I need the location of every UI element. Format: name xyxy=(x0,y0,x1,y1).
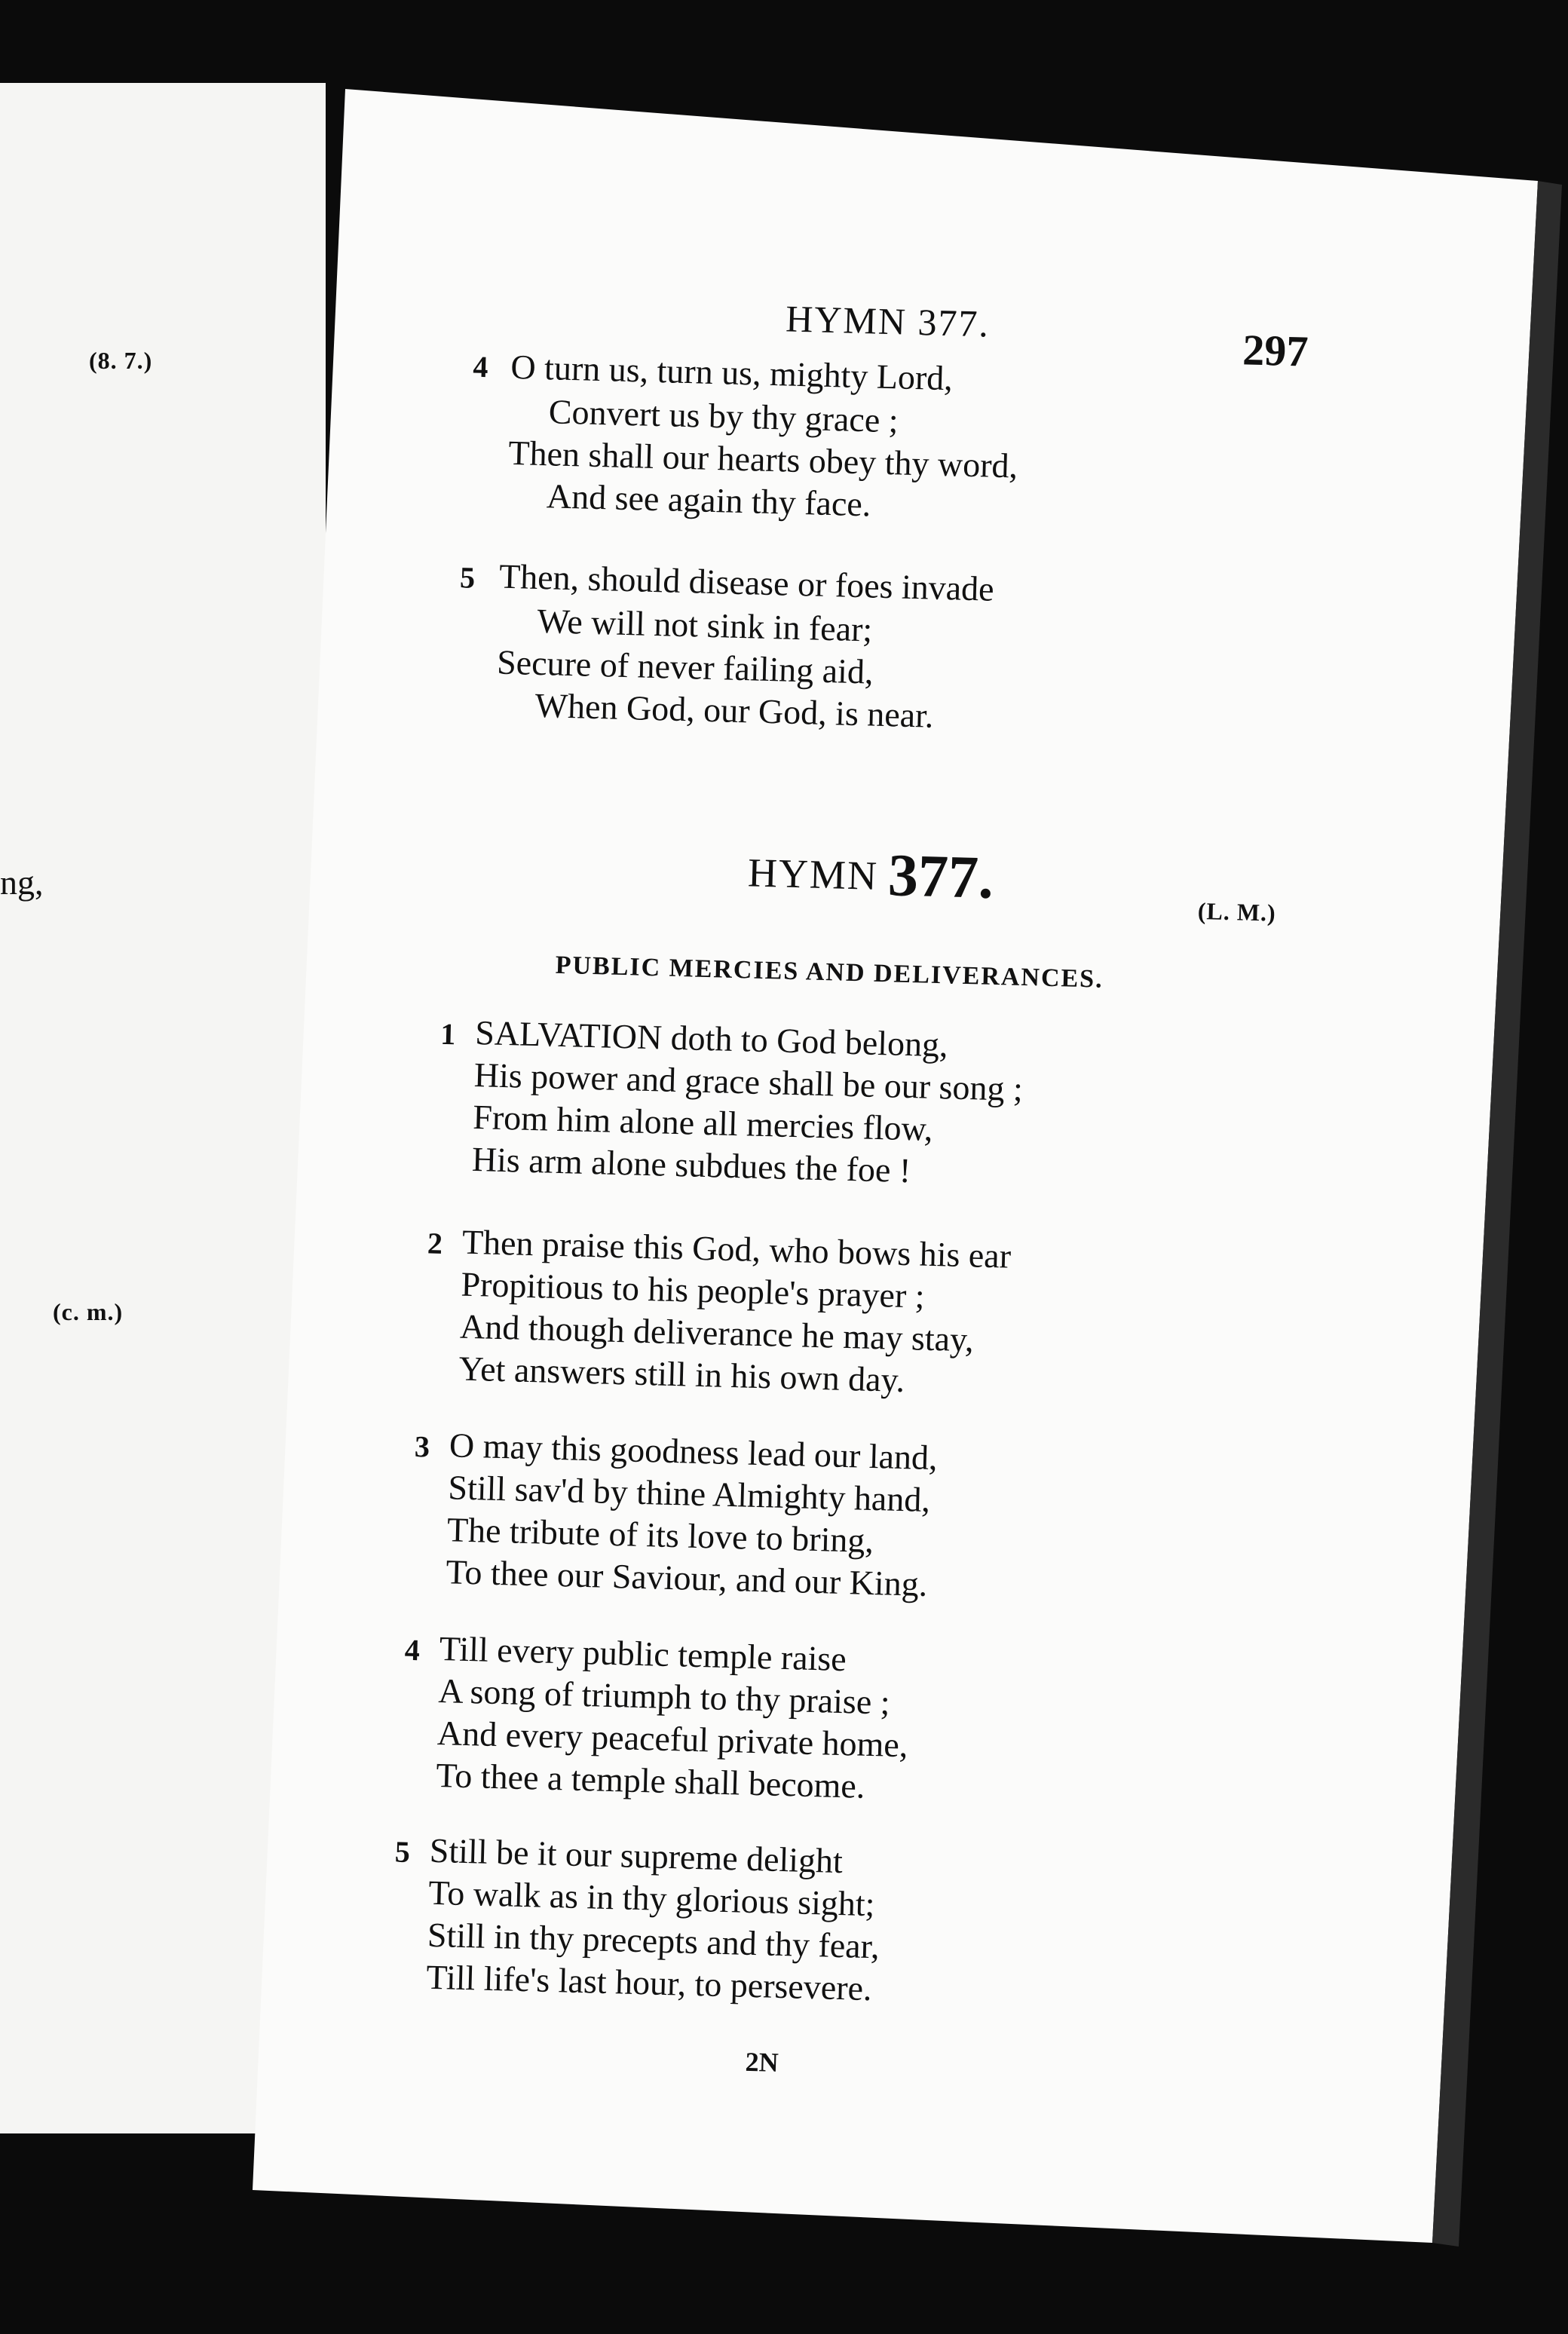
verse-line: And see again thy face. xyxy=(546,476,871,524)
verse-line: The tribute of its love to bring, xyxy=(446,1510,874,1561)
verse-line: To walk as in thy glorious sight; xyxy=(427,1873,876,1924)
verse-number: 5 xyxy=(459,560,476,595)
verse-line: Convert us by thy grace ; xyxy=(548,392,899,440)
verse-line: Till every public temple raise xyxy=(439,1629,847,1679)
verse-line: Then, should disease or foes invade xyxy=(498,556,995,608)
verse-line: Till life's last hour, to persevere. xyxy=(425,1957,873,2008)
verse-line: O turn us, turn us, mighty Lord, xyxy=(510,347,954,398)
verse-line: To thee a temple shall become. xyxy=(435,1755,866,1806)
verse-line: We will not sink in fear; xyxy=(537,601,873,649)
verse-line: Still sav'd by thine Almighty hand, xyxy=(447,1468,931,1519)
verse-line: Then shall our hearts obey thy word, xyxy=(507,433,1018,485)
verse-line: O may this goodness lead our land, xyxy=(449,1426,939,1478)
hymn-title-number: 377. xyxy=(887,842,995,911)
verse-line: His power and grace shall be our song ; xyxy=(473,1055,1024,1109)
verse-line: A song of triumph to thy praise ; xyxy=(437,1671,891,1722)
verse-number: 3 xyxy=(414,1429,430,1464)
verse-line: And though deliverance he may stay, xyxy=(459,1306,975,1359)
verse-line: And every peaceful private home, xyxy=(436,1713,909,1765)
verse-number: 2 xyxy=(427,1226,443,1260)
verse-line: Then praise this God, who bows his ear xyxy=(461,1222,1012,1276)
hymn-title-word: HYMN xyxy=(747,850,879,899)
verse-line: When God, our God, is near. xyxy=(534,685,935,735)
verse-line: Yet answers still in his own day. xyxy=(458,1349,905,1400)
verse-line: Still in thy precepts and thy fear, xyxy=(427,1915,880,1966)
verse-line: Propitious to his people's prayer ; xyxy=(460,1264,926,1316)
verse-number: 5 xyxy=(394,1834,411,1870)
verse-number: 4 xyxy=(472,349,489,384)
verse-line: Still be it our supreme delight xyxy=(429,1830,844,1881)
left-meter-top: (8. 7.) xyxy=(89,347,153,374)
verse-number: 4 xyxy=(404,1632,421,1668)
verse-line: His arm alone subdues the foe ! xyxy=(471,1139,911,1190)
verse-number: 1 xyxy=(439,1016,456,1052)
left-meter-bottom: (c. m.) xyxy=(53,1298,124,1325)
hymn-meter: (L. M.) xyxy=(1197,897,1277,927)
signature-mark: 2N xyxy=(745,2046,779,2078)
hymn-subtitle: PUBLIC MERCIES AND DELIVERANCES. xyxy=(555,951,1104,994)
verse-line: SALVATION doth to God belong, xyxy=(474,1012,949,1064)
verse-line: To thee our Saviour, and our King. xyxy=(445,1552,928,1603)
running-head: HYMN 377. xyxy=(785,297,991,345)
page-number: 297 xyxy=(1242,325,1309,376)
verse-line: Secure of never failing aid, xyxy=(496,642,874,691)
verse-line: From him alone all mercies flow, xyxy=(472,1097,934,1148)
left-word-fragment: ng, xyxy=(0,863,44,902)
